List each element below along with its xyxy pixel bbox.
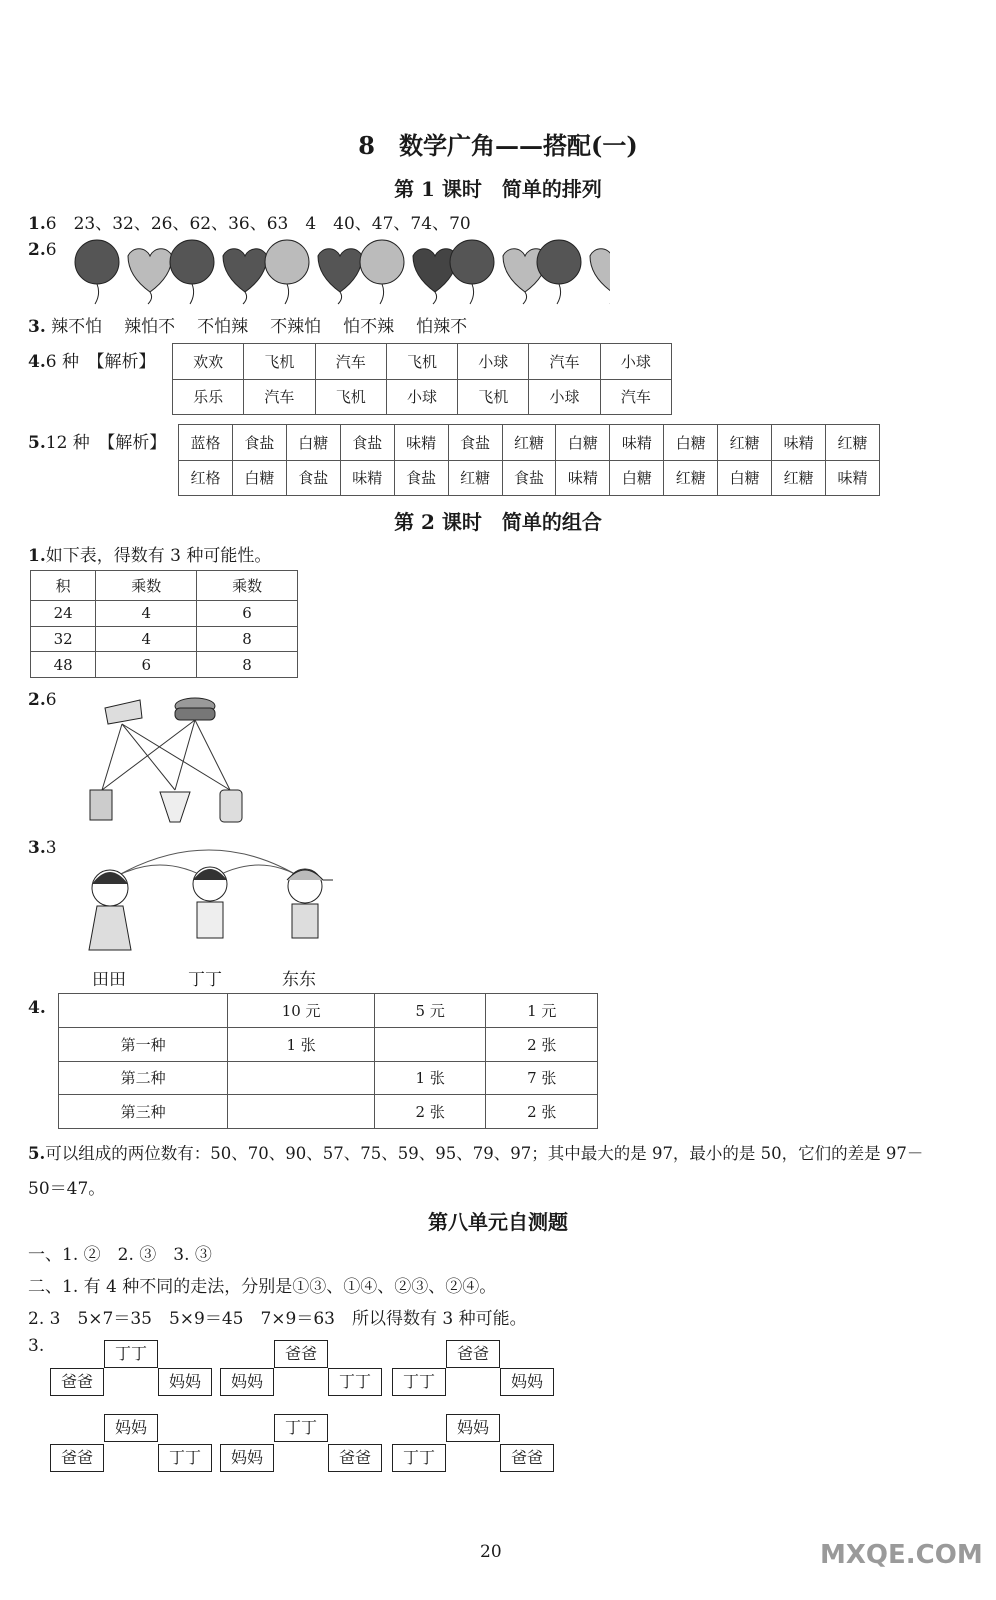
table-row: 10 元 5 元 1 元 bbox=[59, 994, 598, 1028]
cocktail-glass-icon bbox=[160, 792, 190, 822]
lesson1-q1: 1.6 23、32、26、62、36、63 4 40、47、74、70 bbox=[28, 214, 471, 234]
lesson2-q4: 4. bbox=[28, 998, 46, 1018]
person-box: 爸爸 bbox=[328, 1444, 382, 1472]
q5-arrangement-table bbox=[178, 424, 880, 496]
person-box: 爸爸 bbox=[50, 1444, 104, 1472]
lesson2-q5-line2: 50＝47。 bbox=[28, 1179, 106, 1199]
heart-balloon-icon bbox=[223, 249, 267, 292]
food-drink-matching-figure bbox=[80, 690, 260, 830]
person-box: 妈妈 bbox=[446, 1414, 500, 1442]
cake-icon bbox=[105, 700, 142, 724]
person-box: 丁丁 bbox=[274, 1414, 328, 1442]
lesson1-q2: 2.6 bbox=[28, 240, 57, 260]
round-balloon-icon bbox=[75, 240, 119, 284]
balloon-pair-4 bbox=[360, 240, 457, 304]
person-box: 丁丁 bbox=[392, 1368, 446, 1396]
table-row: 欢欢 飞机 汽车 飞机 小球 汽车 小球 bbox=[173, 344, 672, 380]
lesson1-q3: 3. 辣不怕 辣怕不 不怕辣 不辣怕 怕不辣 怕辣不 bbox=[28, 312, 489, 337]
balloon-pair-6 bbox=[537, 240, 610, 304]
boy-with-cap-icon bbox=[287, 869, 333, 938]
product-factor-table bbox=[30, 570, 298, 678]
person-box: 丁丁 bbox=[328, 1368, 382, 1396]
balloon-pair-1 bbox=[75, 240, 172, 304]
unit-test-part2-q3: 3. bbox=[28, 1336, 45, 1356]
lesson2-title: 第 2 课时 简单的组合 bbox=[394, 510, 602, 534]
person-box: 爸爸 bbox=[274, 1340, 328, 1368]
table-row: 蓝格 食盐 白糖 食盐 味精 食盐 红糖 白糖 味精 白糖 红糖 味精 红糖 bbox=[179, 425, 880, 461]
q3-option: 怕辣不 bbox=[416, 317, 468, 337]
unit-test-part2-q2: 2. 3 5×7＝35 5×9＝45 7×9＝63 所以得数有 3 种可能。 bbox=[28, 1309, 527, 1329]
table-row: 第三种 2 张 2 张 bbox=[59, 1095, 598, 1129]
table-row: 积 乘数 乘数 bbox=[31, 571, 298, 601]
q3-option: 不怕辣 bbox=[197, 317, 249, 337]
table-row: 24 4 6 bbox=[31, 600, 298, 626]
q3-option: 怕不辣 bbox=[343, 317, 395, 337]
round-balloon-icon bbox=[537, 240, 581, 284]
juice-glass-icon bbox=[90, 790, 112, 820]
q4-arrangement-table bbox=[172, 343, 672, 415]
chapter-title: 8 数学广角——搭配(一) bbox=[358, 131, 638, 160]
lesson2-q5-line1: 5.可以组成的两位数有：50、70、90、57、75、59、95、79、97；其中最大的是 97，最小的是 50，它们的差是 97－ bbox=[28, 1144, 924, 1163]
name-tiantian: 田田 bbox=[92, 970, 126, 990]
unit-test-title: 第八单元自测题 bbox=[428, 1210, 568, 1234]
lesson1-title: 第 1 课时 简单的排列 bbox=[394, 177, 602, 201]
person-box: 妈妈 bbox=[500, 1368, 554, 1396]
girl-icon bbox=[89, 870, 131, 950]
q3-option: 辣不怕 bbox=[51, 317, 103, 337]
balloon-pair-2 bbox=[170, 240, 267, 304]
heart-balloon-icon bbox=[413, 249, 457, 292]
lesson2-q3: 3.3 bbox=[28, 838, 57, 858]
round-balloon-icon bbox=[265, 240, 309, 284]
table-row: 第一种 1 张 2 张 bbox=[59, 1027, 598, 1061]
table-row: 48 6 8 bbox=[31, 652, 298, 678]
person-box: 丁丁 bbox=[392, 1444, 446, 1472]
table-row: 32 4 8 bbox=[31, 626, 298, 652]
table-row: 第二种 1 张 7 张 bbox=[59, 1061, 598, 1095]
unit-test-part2-q1: 二、1. 有 4 种不同的走法，分别是①③、①④、②③、②④。 bbox=[28, 1277, 497, 1297]
handshake-figure bbox=[75, 840, 345, 960]
round-balloon-icon bbox=[360, 240, 404, 284]
boy-icon bbox=[193, 867, 227, 938]
lesson2-q1: 1.如下表，得数有 3 种可能性。 bbox=[28, 546, 272, 566]
balloon-pair-3 bbox=[265, 240, 362, 304]
q3-option: 不辣怕 bbox=[270, 317, 322, 337]
page-number: 20 bbox=[480, 1542, 502, 1562]
watermark-logo: MXQE.COM bbox=[820, 1540, 983, 1570]
balloon-pairs-figure bbox=[70, 236, 610, 306]
person-box: 妈妈 bbox=[220, 1368, 274, 1396]
q3-option: 辣怕不 bbox=[124, 317, 176, 337]
person-box: 爸爸 bbox=[446, 1340, 500, 1368]
person-box: 妈妈 bbox=[104, 1414, 158, 1442]
person-box: 爸爸 bbox=[50, 1368, 104, 1396]
table-row: 乐乐 汽车 飞机 小球 飞机 小球 汽车 bbox=[173, 379, 672, 415]
name-dingding: 丁丁 bbox=[188, 970, 222, 990]
person-box: 丁丁 bbox=[158, 1444, 212, 1472]
table-row: 红格 白糖 食盐 味精 食盐 红糖 食盐 味精 白糖 红糖 白糖 红糖 味精 bbox=[179, 460, 880, 496]
lesson2-q2: 2.6 bbox=[28, 690, 57, 710]
round-balloon-icon bbox=[450, 240, 494, 284]
heart-balloon-icon bbox=[128, 249, 172, 292]
person-box: 爸爸 bbox=[500, 1444, 554, 1472]
heart-balloon-icon bbox=[318, 249, 362, 292]
unit-test-part1: 一、1. ② 2. ③ 3. ③ bbox=[28, 1245, 212, 1265]
person-box: 妈妈 bbox=[158, 1368, 212, 1396]
round-balloon-icon bbox=[170, 240, 214, 284]
person-box: 丁丁 bbox=[104, 1340, 158, 1368]
money-combination-table bbox=[58, 993, 598, 1129]
lesson1-q4: 4.6 种 【解析】 bbox=[28, 352, 156, 372]
bottle-icon bbox=[220, 790, 242, 822]
lesson1-q5: 5.12 种 【解析】 bbox=[28, 433, 167, 453]
balloon-pair-5 bbox=[450, 240, 547, 304]
name-dongdong: 东东 bbox=[282, 970, 316, 990]
person-box: 妈妈 bbox=[220, 1444, 274, 1472]
heart-balloon-icon bbox=[590, 249, 610, 292]
